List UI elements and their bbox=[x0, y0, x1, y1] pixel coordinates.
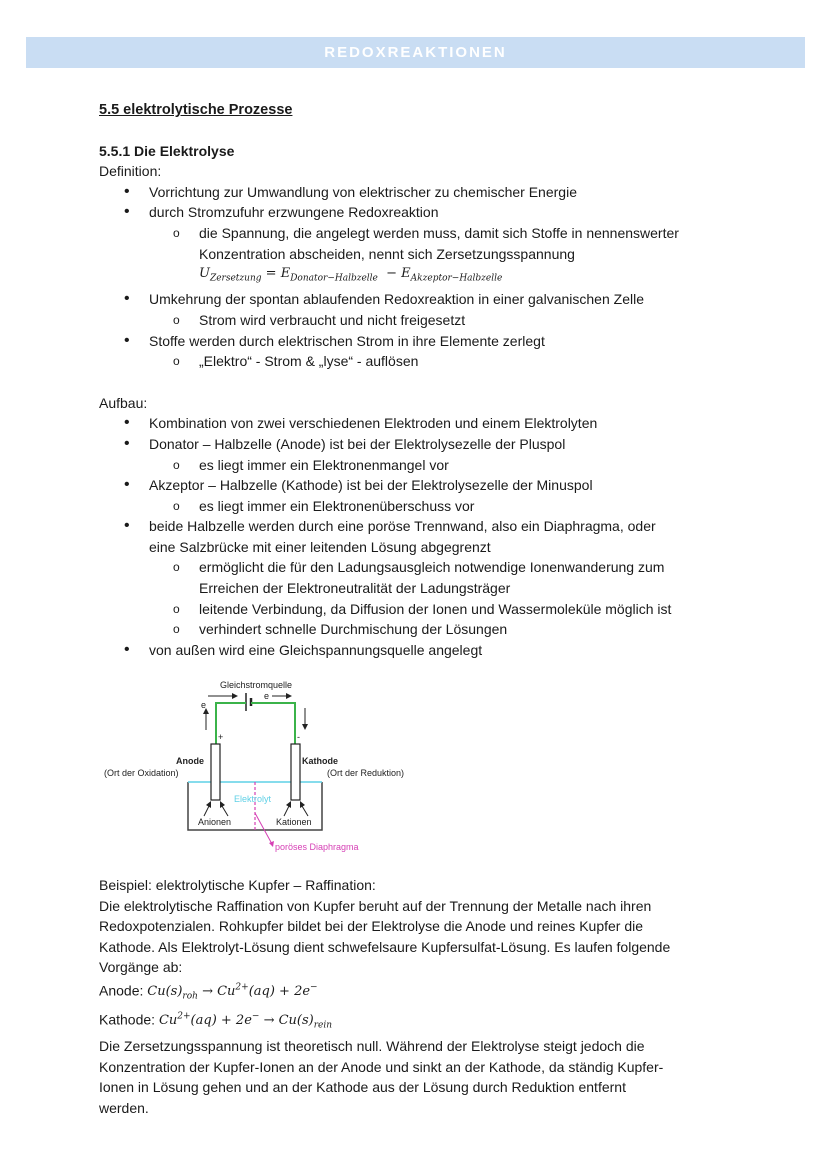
aufbau-subbullet: o es liegt immer ein Elektronenmangel vor bbox=[99, 455, 739, 476]
electron-left-label: e bbox=[201, 700, 207, 710]
line: Konzentration abscheiden, nennt sich Zersetzungsspannung bbox=[199, 245, 575, 262]
aufbau-bullet-5: • von außen wird eine Gleichspannungsquelle angelegt bbox=[99, 640, 739, 661]
definition-list bbox=[99, 182, 739, 372]
subsection-title: 5.5.1 Die Elektrolyse bbox=[99, 142, 235, 159]
diaphragm-pointer bbox=[255, 813, 272, 844]
aufbau-bullet-2: • Donator – Halbzelle (Anode) ist bei der Elektrolysezelle der Pluspol bbox=[99, 434, 739, 455]
anode-label: Anode bbox=[176, 756, 204, 766]
source-label: Gleichstromquelle bbox=[220, 680, 293, 690]
aufbau-subbullet: o ermöglicht die für den Ladungsausgleich notwendige Ionenwanderung zum Erreichen der Elektroneutralität der Ladungsträger bbox=[99, 557, 739, 598]
electrolysis-cell-diagram bbox=[100, 678, 430, 860]
electron-top-label: e bbox=[264, 691, 270, 701]
kathode-electrode bbox=[291, 744, 300, 800]
aufbau-subbullet: o es liegt immer ein Elektronenüberschuss vor bbox=[99, 496, 739, 517]
kathode-label: Kathode bbox=[302, 756, 338, 766]
main-content bbox=[99, 100, 739, 660]
zersetzung-formula: $U_{Zersetzung} = E_{Donator-Halbzelle} - E_{Akzeptor-Halbzelle}$ bbox=[199, 266, 503, 284]
kathode-note: (Ort der Reduktion) bbox=[327, 768, 405, 778]
definition-bullet-1: • Vorrichtung zur Umwandlung von elektrischer zu chemischer Energie bbox=[99, 182, 739, 203]
definition-subbullet: o „Elektro“ - Strom & „lyse“ - auflösen bbox=[99, 351, 739, 372]
right-wire bbox=[251, 703, 295, 744]
aufbau-label: Aufbau: bbox=[99, 394, 148, 411]
definition-subbullet bbox=[99, 223, 739, 264]
definition-subbullet: o Strom wird verbraucht und nicht freigesetzt bbox=[99, 310, 739, 331]
conclusion-text: Die Zersetzungsspannung ist theoretisch null. Während der Elektrolyse steigt jedoch die Konzentration der Kupfer-Ionen an der Anode und sinkt an der Kathode, da ständig Kupfer- Ionen in Lösung gehen und an der Kathode aus der Lösung durch Reduktion entfernt werden. bbox=[99, 1038, 664, 1116]
aufbau-subbullet: o verhindert schnelle Durchmischung der Lösungen bbox=[99, 619, 739, 640]
minus-sign: - bbox=[297, 732, 300, 742]
plus-sign: + bbox=[218, 732, 224, 742]
anions-label: Anionen bbox=[198, 817, 232, 827]
definition-bullet-4: • Stoffe werden durch elektrischen Strom in ihre Elemente zerlegt bbox=[99, 331, 739, 352]
definition-bullet-2: • durch Stromzufuhr erzwungene Redoxreaktion bbox=[99, 202, 739, 223]
kathode-equation: Kathode: $Cu^{2+}(aq) + 2e^- \to Cu(s)_{rein}$ bbox=[99, 1011, 333, 1031]
aufbau-bullet-1: • Kombination von zwei verschiedenen Elektroden und einem Elektrolyten bbox=[99, 413, 739, 434]
aufbau-list bbox=[99, 413, 739, 660]
section-title: 5.5 elektrolytische Prozesse bbox=[99, 102, 293, 118]
definition-label: Definition: bbox=[99, 163, 162, 180]
page-header-banner: REDOXREAKTIONEN bbox=[26, 37, 805, 68]
example-section bbox=[99, 875, 739, 1118]
aufbau-bullet-3: • Akzeptor – Halbzelle (Kathode) ist bei der Elektrolysezelle der Minuspol bbox=[99, 475, 739, 496]
example-text: Die elektrolytische Raffination von Kupfer beruht auf der Trennung der Metalle nach ihren Redoxpotenzialen. Rohkupfer bildet bei der Elektrolyse die Anode und reines Kupfer die Kathode. Als Elektrolyt-Lösung dient schwefelsaure Kupfersulfat-Lösung. Es laufen folgende Vorgänge ab: bbox=[99, 897, 671, 975]
definition-bullet-3: • Umkehrung der spontan ablaufenden Redoxreaktion in einer galvanischen Zelle bbox=[99, 289, 739, 310]
example-title: Beispiel: elektrolytische Kupfer – Raffination: bbox=[99, 877, 376, 893]
electrolyte-label: Elektrolyt bbox=[234, 794, 272, 804]
diaphragm-label: poröses Diaphragma bbox=[275, 842, 359, 852]
aufbau-bullet-4: • beide Halbzelle werden durch eine poröse Trennwand, also ein Diaphragma, oder eine Salzbrücke mit einer leitenden Lösung abgegrenzt bbox=[99, 516, 739, 557]
anode-note: (Ort der Oxidation) bbox=[104, 768, 179, 778]
line: die Spannung, die angelegt werden muss, damit sich Stoffe in nennenswerter bbox=[199, 224, 679, 241]
aufbau-subbullet: o leitende Verbindung, da Diffusion der Ionen und Wassermoleküle möglich ist bbox=[99, 599, 739, 620]
anode-electrode bbox=[211, 744, 220, 800]
anode-equation: Anode: $Cu(s)_{roh} \to Cu^{2+}(aq) + 2e^-$ bbox=[99, 981, 318, 1002]
cations-label: Kationen bbox=[276, 817, 312, 827]
